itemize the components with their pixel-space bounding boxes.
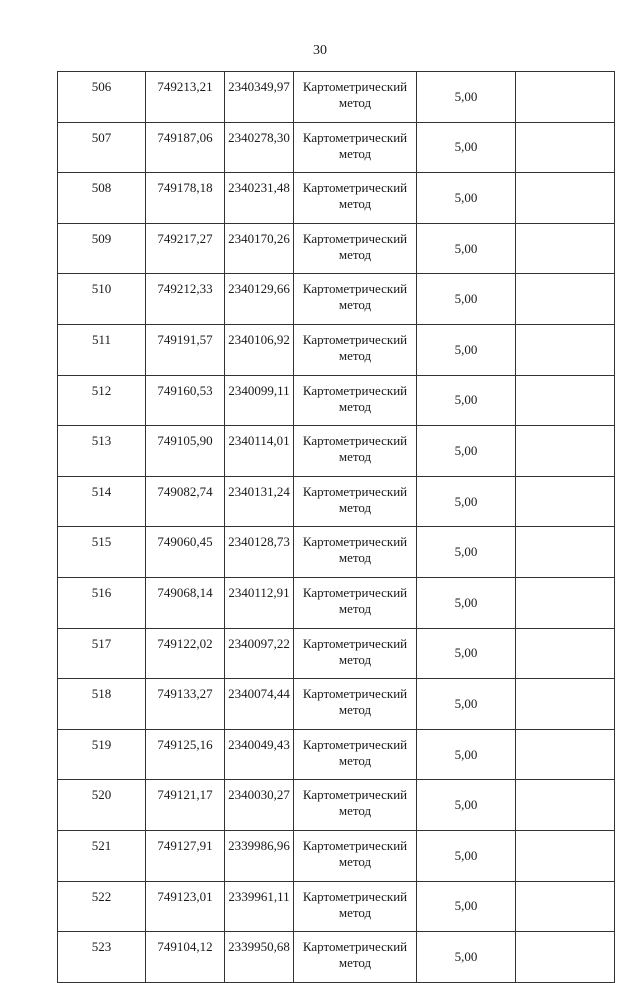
x-coordinate-cell: 749217,27 (146, 223, 225, 274)
point-number-cell: 518 (58, 679, 146, 730)
point-number-cell: 511 (58, 324, 146, 375)
point-number-cell: 519 (58, 729, 146, 780)
y-coordinate-cell: 2339950,68 (225, 932, 294, 983)
x-coordinate-cell: 749178,18 (146, 173, 225, 224)
page-number: 30 (313, 43, 327, 58)
note-cell (516, 729, 615, 780)
method-cell: Картометрический метод (294, 72, 417, 123)
point-number-cell: 512 (58, 375, 146, 426)
accuracy-cell: 5,00 (417, 577, 516, 628)
y-coordinate-cell: 2339961,11 (225, 881, 294, 932)
table-row (58, 729, 615, 780)
point-number-cell: 522 (58, 881, 146, 932)
y-coordinate-cell: 2340170,26 (225, 223, 294, 274)
y-coordinate-cell: 2340278,30 (225, 122, 294, 173)
table-row (58, 476, 615, 527)
accuracy-cell: 5,00 (417, 324, 516, 375)
table-row (58, 679, 615, 730)
method-cell: Картометрический метод (294, 223, 417, 274)
table-body (58, 72, 615, 983)
accuracy-cell: 5,00 (417, 426, 516, 477)
accuracy-cell: 5,00 (417, 375, 516, 426)
y-coordinate-cell: 2340049,43 (225, 729, 294, 780)
note-cell (516, 426, 615, 477)
method-cell: Картометрический метод (294, 274, 417, 325)
accuracy-cell: 5,00 (417, 780, 516, 831)
accuracy-cell: 5,00 (417, 881, 516, 932)
method-cell: Картометрический метод (294, 679, 417, 730)
method-cell: Картометрический метод (294, 932, 417, 983)
point-number-cell: 507 (58, 122, 146, 173)
accuracy-cell: 5,00 (417, 122, 516, 173)
note-cell (516, 72, 615, 123)
point-number-cell: 523 (58, 932, 146, 983)
table-row (58, 173, 615, 224)
accuracy-cell: 5,00 (417, 274, 516, 325)
point-number-cell: 520 (58, 780, 146, 831)
y-coordinate-cell: 2340106,92 (225, 324, 294, 375)
y-coordinate-cell: 2340231,48 (225, 173, 294, 224)
point-number-cell: 513 (58, 426, 146, 477)
note-cell (516, 476, 615, 527)
method-cell: Картометрический метод (294, 173, 417, 224)
accuracy-cell: 5,00 (417, 729, 516, 780)
note-cell (516, 274, 615, 325)
method-cell: Картометрический метод (294, 527, 417, 578)
x-coordinate-cell: 749082,74 (146, 476, 225, 527)
table-row (58, 72, 615, 123)
table-row (58, 780, 615, 831)
point-number-cell: 514 (58, 476, 146, 527)
accuracy-cell: 5,00 (417, 628, 516, 679)
x-coordinate-cell: 749105,90 (146, 426, 225, 477)
y-coordinate-cell: 2340128,73 (225, 527, 294, 578)
y-coordinate-cell: 2340099,11 (225, 375, 294, 426)
table-row (58, 324, 615, 375)
accuracy-cell: 5,00 (417, 932, 516, 983)
method-cell: Картометрический метод (294, 122, 417, 173)
table-row (58, 426, 615, 477)
point-number-cell: 506 (58, 72, 146, 123)
y-coordinate-cell: 2340097,22 (225, 628, 294, 679)
accuracy-cell: 5,00 (417, 72, 516, 123)
table-row (58, 830, 615, 881)
note-cell (516, 932, 615, 983)
table-row (58, 881, 615, 932)
x-coordinate-cell: 749187,06 (146, 122, 225, 173)
x-coordinate-cell: 749122,02 (146, 628, 225, 679)
y-coordinate-cell: 2340114,01 (225, 426, 294, 477)
note-cell (516, 173, 615, 224)
x-coordinate-cell: 749212,33 (146, 274, 225, 325)
point-number-cell: 515 (58, 527, 146, 578)
note-cell (516, 881, 615, 932)
method-cell: Картометрический метод (294, 375, 417, 426)
note-cell (516, 830, 615, 881)
y-coordinate-cell: 2340030,27 (225, 780, 294, 831)
point-number-cell: 517 (58, 628, 146, 679)
accuracy-cell: 5,00 (417, 223, 516, 274)
accuracy-cell: 5,00 (417, 173, 516, 224)
method-cell: Картометрический метод (294, 426, 417, 477)
y-coordinate-cell: 2340074,44 (225, 679, 294, 730)
point-number-cell: 508 (58, 173, 146, 224)
table-row (58, 932, 615, 983)
x-coordinate-cell: 749123,01 (146, 881, 225, 932)
note-cell (516, 577, 615, 628)
accuracy-cell: 5,00 (417, 476, 516, 527)
note-cell (516, 780, 615, 831)
table-row (58, 122, 615, 173)
accuracy-cell: 5,00 (417, 679, 516, 730)
accuracy-cell: 5,00 (417, 830, 516, 881)
x-coordinate-cell: 749125,16 (146, 729, 225, 780)
method-cell: Картометрический метод (294, 577, 417, 628)
point-number-cell: 516 (58, 577, 146, 628)
point-number-cell: 521 (58, 830, 146, 881)
note-cell (516, 679, 615, 730)
note-cell (516, 324, 615, 375)
y-coordinate-cell: 2340112,91 (225, 577, 294, 628)
table-row (58, 577, 615, 628)
method-cell: Картометрический метод (294, 881, 417, 932)
y-coordinate-cell: 2340129,66 (225, 274, 294, 325)
x-coordinate-cell: 749121,17 (146, 780, 225, 831)
x-coordinate-cell: 749060,45 (146, 527, 225, 578)
method-cell: Картометрический метод (294, 324, 417, 375)
coordinates-table (57, 71, 615, 983)
method-cell: Картометрический метод (294, 780, 417, 831)
method-cell: Картометрический метод (294, 830, 417, 881)
note-cell (516, 527, 615, 578)
y-coordinate-cell: 2340349,97 (225, 72, 294, 123)
x-coordinate-cell: 749104,12 (146, 932, 225, 983)
x-coordinate-cell: 749133,27 (146, 679, 225, 730)
table-row (58, 628, 615, 679)
y-coordinate-cell: 2340131,24 (225, 476, 294, 527)
accuracy-cell: 5,00 (417, 527, 516, 578)
point-number-cell: 509 (58, 223, 146, 274)
y-coordinate-cell: 2339986,96 (225, 830, 294, 881)
table-row (58, 527, 615, 578)
x-coordinate-cell: 749068,14 (146, 577, 225, 628)
x-coordinate-cell: 749160,53 (146, 375, 225, 426)
table-row (58, 274, 615, 325)
table-row (58, 223, 615, 274)
table-row (58, 375, 615, 426)
note-cell (516, 375, 615, 426)
note-cell (516, 122, 615, 173)
method-cell: Картометрический метод (294, 476, 417, 527)
x-coordinate-cell: 749191,57 (146, 324, 225, 375)
x-coordinate-cell: 749127,91 (146, 830, 225, 881)
x-coordinate-cell: 749213,21 (146, 72, 225, 123)
note-cell (516, 628, 615, 679)
point-number-cell: 510 (58, 274, 146, 325)
note-cell (516, 223, 615, 274)
method-cell: Картометрический метод (294, 729, 417, 780)
method-cell: Картометрический метод (294, 628, 417, 679)
